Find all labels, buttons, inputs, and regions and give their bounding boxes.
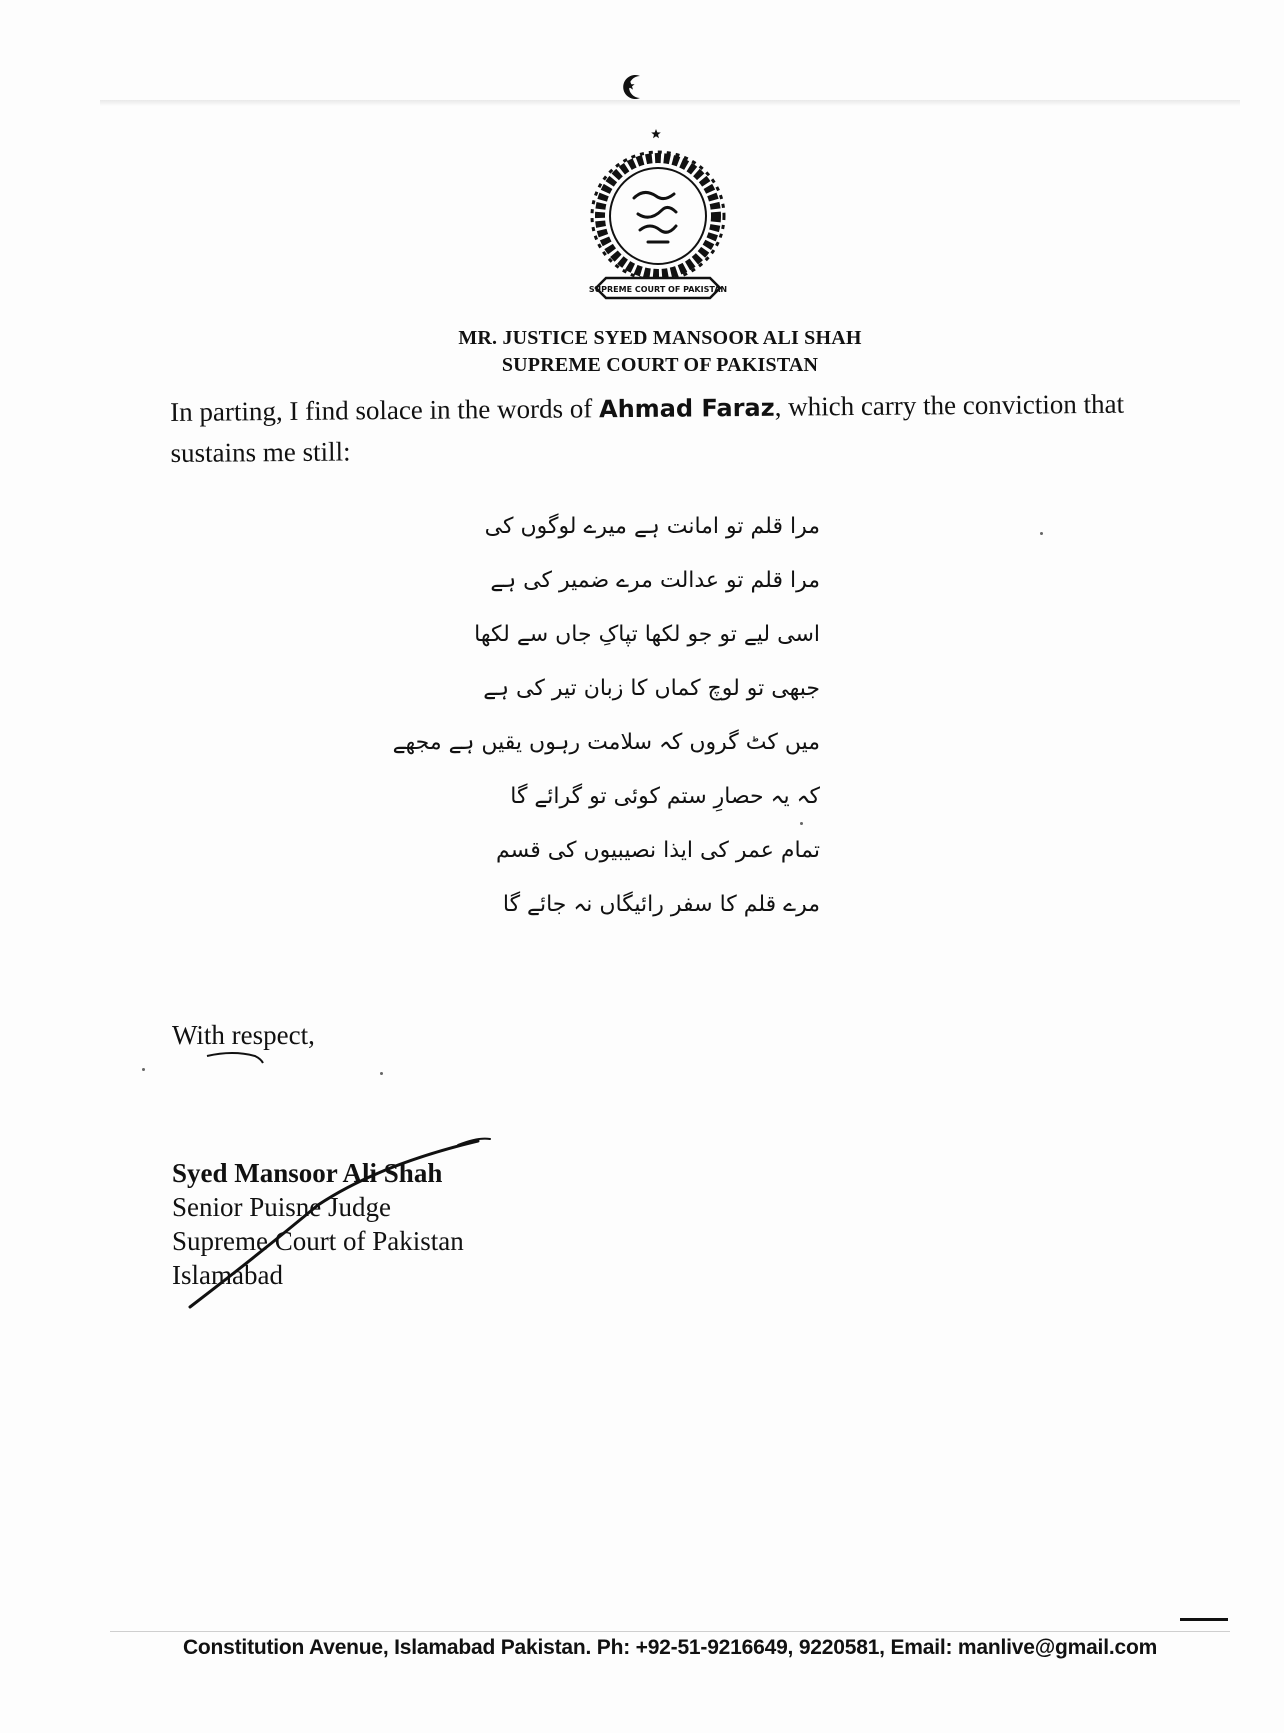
poem-verse: جبھی تو لوچ کماں کا زبان تیر کی ہے	[483, 676, 820, 701]
poem-verse: میں کٹ گروں کہ سلامت رہوں یقیں ہے مجھے	[392, 730, 820, 755]
scan-shadow	[100, 100, 1240, 106]
signatory-name: Syed Mansoor Ali Shah	[172, 1158, 443, 1188]
poem-verse: مرے قلم کا سفر رائیگاں نہ جائے گا	[502, 892, 820, 917]
poem-verse: مرا قلم تو امانت ہے میرے لوگوں کی	[484, 514, 820, 539]
poem-verse: مرا قلم تو عدالت مرے ضمیر کی ہے	[490, 568, 820, 593]
poem-verse: کہ یہ حصارِ ستم کوئی تو گرائے گا	[510, 784, 820, 809]
scan-speck	[142, 1068, 145, 1071]
court-name: SUPREME COURT OF PAKISTAN	[501, 354, 819, 376]
svg-text:SUPREME COURT OF PAKISTAN: SUPREME COURT OF PAKISTAN	[588, 285, 728, 294]
intro-text-after: , which carry the conviction that sustains me still:	[170, 388, 1125, 468]
poet-name: Ahmad Faraz	[598, 393, 775, 424]
poem-verse: تمام عمر کی ایذا نصیبیوں کی قسم	[495, 838, 820, 863]
signatory-court: Supreme Court of Pakistan	[172, 1226, 464, 1256]
crescent-star-icon	[618, 72, 652, 102]
footer-dash	[1180, 1618, 1228, 1621]
scan-speck	[1040, 532, 1043, 535]
judge-title: MR. JUSTICE SYED MANSOOR ALI SHAH	[458, 327, 862, 349]
signatory-city: Islamabad	[172, 1260, 283, 1290]
pen-stroke	[205, 1050, 265, 1064]
intro-text-before: In parting, I find solace in the words of	[170, 393, 600, 427]
scan-speck	[800, 822, 803, 825]
supreme-court-emblem	[582, 118, 734, 314]
intro-paragraph	[170, 383, 1171, 473]
footer-address: Constitution Avenue, Islamabad Pakistan. Ph: +92-51-9216649, 9220581, Email: manlive@gmail.com	[182, 1636, 1158, 1659]
handwritten-signature	[178, 1135, 508, 1315]
scan-speck	[380, 1072, 383, 1075]
signatory-designation: Senior Puisne Judge	[172, 1192, 391, 1222]
footer-divider	[110, 1631, 1230, 1632]
closing-salutation: With respect,	[172, 1020, 315, 1050]
poem-verse: اسی لیے تو جو لکھا تپاکِ جاں سے لکھا	[474, 622, 820, 647]
urdu-poem	[392, 500, 820, 932]
